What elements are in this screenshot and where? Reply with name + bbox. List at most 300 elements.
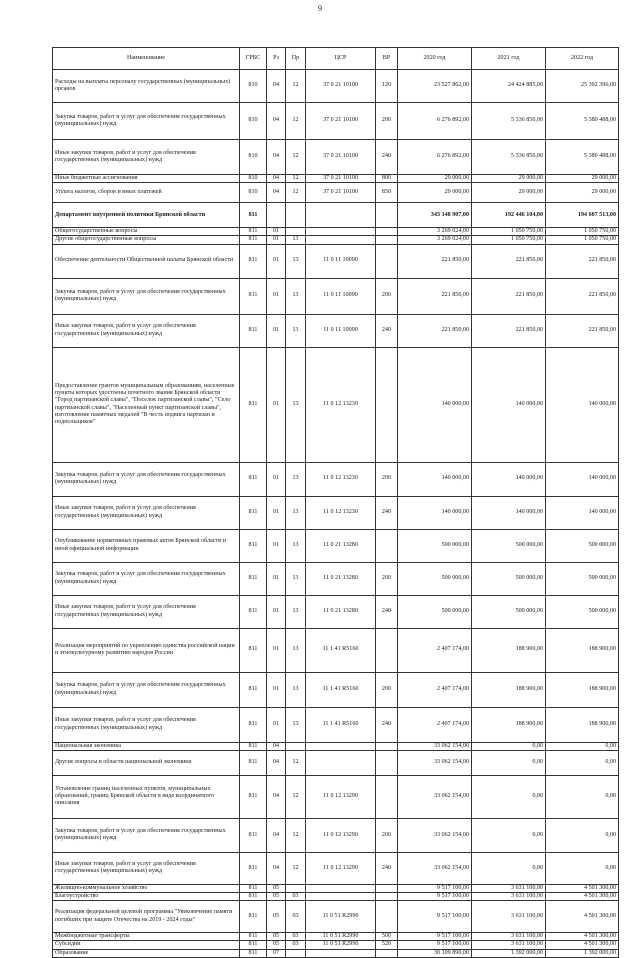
cell-2022: 188 900,00	[546, 672, 619, 707]
cell-csr: 11 0 12 13290	[306, 775, 376, 818]
cell-rz: 05	[267, 901, 286, 933]
cell-pr: 13	[286, 707, 306, 742]
cell-csr	[306, 884, 376, 892]
cell-2022: 4 501 300,00	[546, 941, 619, 949]
cell-vr: 240	[376, 496, 398, 529]
cell-grbs: 811	[240, 278, 267, 314]
cell-grbs: 811	[240, 901, 267, 933]
cell-csr	[306, 742, 376, 750]
cell-pr: 12	[286, 103, 306, 140]
cell-2021: 5 336 850,00	[472, 140, 546, 175]
table-row	[53, 595, 619, 628]
table-row	[53, 228, 619, 236]
table-row	[53, 278, 619, 314]
cell-grbs: 811	[240, 750, 267, 775]
cell-2020: 9 517 100,00	[398, 892, 472, 900]
cell-rz: 04	[267, 750, 286, 775]
cell-rz: 01	[267, 628, 286, 672]
cell-name: Закупка товаров, работ и услуг для обеспечения государственных (муниципальных) нужд	[53, 672, 240, 707]
cell-name: Межбюджетные трансферты	[53, 933, 240, 941]
cell-csr: 11 0 21 13280	[306, 562, 376, 595]
cell-vr: 850	[376, 183, 398, 203]
cell-vr: 240	[376, 707, 398, 742]
cell-grbs: 810	[240, 140, 267, 175]
cell-2020: 6 276 892,00	[398, 140, 472, 175]
table-row	[53, 933, 619, 941]
cell-csr: 37 0 21 10100	[306, 103, 376, 140]
cell-2021: 1 050 750,00	[472, 228, 546, 236]
table-row	[53, 672, 619, 707]
cell-2020: 221 850,00	[398, 244, 472, 278]
cell-2021: 5 336 850,00	[472, 103, 546, 140]
cell-2020: 29 000,00	[398, 183, 472, 203]
cell-2020: 140 000,00	[398, 347, 472, 462]
cell-vr: 240	[376, 140, 398, 175]
cell-vr	[376, 244, 398, 278]
cell-pr: 13	[286, 244, 306, 278]
cell-2020: 30 109 890,00	[398, 949, 472, 957]
cell-rz: 01	[267, 236, 286, 244]
cell-csr: 11 1 41 R5160	[306, 707, 376, 742]
cell-rz: 04	[267, 742, 286, 750]
cell-2021: 0,00	[472, 750, 546, 775]
cell-name: Иные закупки товаров, работ и услуг для обеспечения государственных (муниципальных) нужд	[53, 707, 240, 742]
cell-2021: 221 850,00	[472, 314, 546, 347]
cell-pr: 03	[286, 901, 306, 933]
cell-2020: 221 850,00	[398, 278, 472, 314]
cell-2021: 0,00	[472, 818, 546, 852]
cell-2021: 188 900,00	[472, 707, 546, 742]
cell-2021: 221 850,00	[472, 244, 546, 278]
cell-rz: 01	[267, 347, 286, 462]
cell-2020: 221 850,00	[398, 314, 472, 347]
cell-name: Закупка товаров, работ и услуг для обеспечения государственных (муниципальных) нужд	[53, 818, 240, 852]
cell-2021: 0,00	[472, 742, 546, 750]
header-2021: 2021 год	[472, 48, 546, 70]
header-rz: Рз	[267, 48, 286, 70]
cell-csr: 11 0 51 R2990	[306, 933, 376, 941]
cell-2021: 3 631 100,00	[472, 901, 546, 933]
cell-name: Закупка товаров, работ и услуг для обеспечения государственных (муниципальных) нужд	[53, 278, 240, 314]
cell-2022: 140 000,00	[546, 496, 619, 529]
cell-2021: 3 631 100,00	[472, 884, 546, 892]
cell-name: Закупка товаров, работ и услуг для обеспечения государственных (муниципальных) нужд	[53, 562, 240, 595]
cell-2020: 29 000,00	[398, 175, 472, 183]
cell-vr	[376, 901, 398, 933]
cell-2022: 4 501 300,00	[546, 892, 619, 900]
table-row	[53, 742, 619, 750]
cell-pr: 03	[286, 892, 306, 900]
cell-vr: 800	[376, 175, 398, 183]
cell-2020: 9 517 100,00	[398, 884, 472, 892]
cell-rz: 04	[267, 175, 286, 183]
cell-vr	[376, 529, 398, 562]
cell-name: Иные закупки товаров, работ и услуг для обеспечения государственных (муниципальных) нужд	[53, 496, 240, 529]
table-row	[53, 103, 619, 140]
cell-rz: 05	[267, 933, 286, 941]
cell-2022: 5 380 488,00	[546, 103, 619, 140]
cell-2022: 194 607 513,00	[546, 203, 619, 228]
cell-name: Иные бюджетные ассигнования	[53, 175, 240, 183]
cell-vr: 200	[376, 818, 398, 852]
cell-name: Субсидии	[53, 941, 240, 949]
cell-grbs: 811	[240, 244, 267, 278]
cell-vr	[376, 775, 398, 818]
cell-name: Уплата налогов, сборов и иных платежей	[53, 183, 240, 203]
cell-2022: 4 501 300,00	[546, 901, 619, 933]
cell-rz: 01	[267, 707, 286, 742]
cell-csr: 11 0 12 13230	[306, 462, 376, 496]
cell-vr	[376, 884, 398, 892]
cell-pr: 13	[286, 628, 306, 672]
header-grbs: ГРБС	[240, 48, 267, 70]
cell-2021: 500 000,00	[472, 562, 546, 595]
cell-name: Установление границ населенных пунктов, муниципальных образований, границ Брянской области в виде координатного описания	[53, 775, 240, 818]
cell-vr: 200	[376, 562, 398, 595]
cell-grbs: 811	[240, 562, 267, 595]
table-row	[53, 949, 619, 957]
cell-2020: 343 148 907,00	[398, 203, 472, 228]
cell-name: Другие вопросы в области национальной экономики	[53, 750, 240, 775]
header-csr: ЦСР	[306, 48, 376, 70]
cell-grbs: 811	[240, 203, 267, 228]
table-row	[53, 707, 619, 742]
cell-pr: 13	[286, 347, 306, 462]
cell-grbs: 811	[240, 933, 267, 941]
cell-pr: 12	[286, 183, 306, 203]
cell-2020: 33 062 154,00	[398, 742, 472, 750]
cell-pr: 13	[286, 278, 306, 314]
cell-pr: 13	[286, 236, 306, 244]
cell-2020: 140 000,00	[398, 496, 472, 529]
cell-pr: 13	[286, 314, 306, 347]
cell-2020: 2 407 174,00	[398, 628, 472, 672]
cell-2020: 33 062 154,00	[398, 775, 472, 818]
cell-csr	[306, 236, 376, 244]
cell-grbs: 811	[240, 742, 267, 750]
cell-vr	[376, 892, 398, 900]
cell-csr: 11 1 41 R5160	[306, 672, 376, 707]
cell-csr	[306, 750, 376, 775]
cell-2021: 140 000,00	[472, 496, 546, 529]
cell-2022: 500 000,00	[546, 562, 619, 595]
table-row	[53, 462, 619, 496]
cell-2021: 188 900,00	[472, 672, 546, 707]
cell-name: Обеспечение деятельности Общественной палаты Брянской области	[53, 244, 240, 278]
cell-2022: 221 850,00	[546, 278, 619, 314]
cell-pr: 13	[286, 462, 306, 496]
cell-name: Расходы на выплаты персоналу государственных (муниципальных) органов	[53, 70, 240, 103]
cell-2021: 3 631 100,00	[472, 941, 546, 949]
cell-grbs: 811	[240, 892, 267, 900]
cell-csr: 11 0 12 13230	[306, 347, 376, 462]
cell-grbs: 810	[240, 70, 267, 103]
cell-csr: 37 0 21 10100	[306, 183, 376, 203]
cell-name: Образование	[53, 949, 240, 957]
cell-vr: 240	[376, 595, 398, 628]
table-row	[53, 892, 619, 900]
cell-name: Иные закупки товаров, работ и услуг для обеспечения государственных (муниципальных) нужд	[53, 140, 240, 175]
cell-csr: 11 0 12 13290	[306, 818, 376, 852]
cell-2021: 0,00	[472, 775, 546, 818]
cell-2022: 500 000,00	[546, 595, 619, 628]
cell-vr: 240	[376, 314, 398, 347]
cell-vr	[376, 228, 398, 236]
cell-pr: 12	[286, 852, 306, 884]
cell-2020: 33 062 154,00	[398, 818, 472, 852]
cell-rz: 07	[267, 949, 286, 957]
cell-pr: 13	[286, 562, 306, 595]
cell-2022: 4 501 300,00	[546, 884, 619, 892]
cell-rz: 01	[267, 529, 286, 562]
table-row	[53, 750, 619, 775]
cell-2022: 188 900,00	[546, 707, 619, 742]
cell-vr	[376, 949, 398, 957]
header-vr: ВР	[376, 48, 398, 70]
cell-csr: 11 0 11 10090	[306, 314, 376, 347]
cell-vr: 200	[376, 672, 398, 707]
cell-2021: 29 000,00	[472, 183, 546, 203]
cell-csr: 11 0 51 R2990	[306, 901, 376, 933]
cell-2021: 24 424 885,00	[472, 70, 546, 103]
cell-2020: 2 407 174,00	[398, 707, 472, 742]
cell-rz: 01	[267, 496, 286, 529]
cell-csr: 37 0 21 10100	[306, 140, 376, 175]
cell-rz: 05	[267, 884, 286, 892]
cell-name: Благоустройство	[53, 892, 240, 900]
cell-name: Закупка товаров, работ и услуг для обеспечения государственных (муниципальных) нужд	[53, 103, 240, 140]
cell-rz: 05	[267, 941, 286, 949]
table-row	[53, 236, 619, 244]
cell-grbs: 811	[240, 672, 267, 707]
cell-grbs: 810	[240, 175, 267, 183]
cell-2021: 140 000,00	[472, 462, 546, 496]
cell-vr	[376, 628, 398, 672]
cell-2020: 9 517 100,00	[398, 901, 472, 933]
cell-2021: 29 000,00	[472, 175, 546, 183]
cell-grbs: 811	[240, 852, 267, 884]
cell-pr	[286, 884, 306, 892]
cell-2020: 140 000,00	[398, 462, 472, 496]
cell-2020: 9 517 100,00	[398, 941, 472, 949]
cell-name: Общегосударственные вопросы	[53, 228, 240, 236]
table-row	[53, 818, 619, 852]
page-number: 9	[318, 4, 322, 13]
cell-csr: 11 0 12 13230	[306, 496, 376, 529]
cell-name: Национальная экономика	[53, 742, 240, 750]
cell-csr: 11 0 12 13290	[306, 852, 376, 884]
cell-csr: 11 0 21 13280	[306, 529, 376, 562]
cell-rz: 04	[267, 103, 286, 140]
cell-2022: 500 000,00	[546, 529, 619, 562]
cell-vr: 520	[376, 941, 398, 949]
cell-rz: 01	[267, 228, 286, 236]
cell-csr	[306, 228, 376, 236]
cell-rz: 01	[267, 672, 286, 707]
table-row	[53, 852, 619, 884]
cell-grbs: 811	[240, 236, 267, 244]
cell-rz: 01	[267, 462, 286, 496]
cell-grbs: 811	[240, 884, 267, 892]
cell-2022: 0,00	[546, 818, 619, 852]
cell-2020: 3 269 024,00	[398, 236, 472, 244]
table-row	[53, 244, 619, 278]
cell-name: Закупка товаров, работ и услуг для обеспечения государственных (муниципальных) нужд	[53, 462, 240, 496]
cell-grbs: 810	[240, 183, 267, 203]
cell-2021: 500 000,00	[472, 595, 546, 628]
cell-2020: 33 062 154,00	[398, 750, 472, 775]
cell-pr	[286, 203, 306, 228]
cell-2022: 221 850,00	[546, 314, 619, 347]
cell-grbs: 811	[240, 228, 267, 236]
table-row	[53, 529, 619, 562]
cell-pr: 13	[286, 595, 306, 628]
cell-2022: 140 000,00	[546, 347, 619, 462]
table-row	[53, 628, 619, 672]
cell-grbs: 811	[240, 707, 267, 742]
cell-rz: 04	[267, 183, 286, 203]
cell-pr: 12	[286, 140, 306, 175]
cell-name: Реализация федеральной целевой программы "Увековечение памяти погибших при защите Отечества на 2019 - 2024 годы"	[53, 901, 240, 933]
cell-2020: 500 000,00	[398, 529, 472, 562]
cell-rz: 04	[267, 70, 286, 103]
cell-rz: 01	[267, 244, 286, 278]
table-row	[53, 183, 619, 203]
cell-2021: 500 000,00	[472, 529, 546, 562]
cell-vr: 200	[376, 278, 398, 314]
cell-2021: 0,00	[472, 852, 546, 884]
cell-rz: 05	[267, 892, 286, 900]
cell-grbs: 811	[240, 347, 267, 462]
table-row	[53, 347, 619, 462]
budget-table	[52, 47, 619, 958]
cell-rz: 01	[267, 562, 286, 595]
cell-rz: 04	[267, 775, 286, 818]
cell-2022: 0,00	[546, 742, 619, 750]
cell-pr: 03	[286, 933, 306, 941]
cell-vr	[376, 203, 398, 228]
cell-vr: 200	[376, 103, 398, 140]
cell-2022: 29 000,00	[546, 183, 619, 203]
cell-2021: 221 850,00	[472, 278, 546, 314]
table-row	[53, 884, 619, 892]
cell-vr	[376, 742, 398, 750]
cell-name: Иные закупки товаров, работ и услуг для обеспечения государственных (муниципальных) нужд	[53, 852, 240, 884]
cell-pr: 13	[286, 529, 306, 562]
cell-name: Департамент внутренней политики Брянской области	[53, 203, 240, 228]
cell-csr: 11 0 11 10090	[306, 244, 376, 278]
cell-csr: 11 0 11 10090	[306, 278, 376, 314]
cell-2022: 1 050 750,00	[546, 228, 619, 236]
cell-pr: 03	[286, 941, 306, 949]
cell-vr: 240	[376, 852, 398, 884]
cell-csr: 37 0 21 10100	[306, 175, 376, 183]
cell-2020: 33 062 154,00	[398, 852, 472, 884]
table-row	[53, 941, 619, 949]
cell-name: Опубликование нормативных правовых актов Брянской области и иной официальной информации	[53, 529, 240, 562]
cell-name: Реализация мероприятий по укреплению единства российской нации и этнокультурному развитию народов России	[53, 628, 240, 672]
cell-csr	[306, 949, 376, 957]
cell-2022: 0,00	[546, 852, 619, 884]
cell-2021: 140 000,00	[472, 347, 546, 462]
cell-2020: 500 000,00	[398, 595, 472, 628]
cell-2022: 5 380 488,00	[546, 140, 619, 175]
cell-pr: 13	[286, 496, 306, 529]
table-row	[53, 175, 619, 183]
cell-name: Иные закупки товаров, работ и услуг для обеспечения государственных (муниципальных) нужд	[53, 595, 240, 628]
cell-2022: 1 050 750,00	[546, 236, 619, 244]
cell-name: Иные закупки товаров, работ и услуг для обеспечения государственных (муниципальных) нужд	[53, 314, 240, 347]
cell-pr	[286, 742, 306, 750]
cell-grbs: 811	[240, 462, 267, 496]
cell-csr: 11 0 21 13280	[306, 595, 376, 628]
cell-csr: 11 1 41 R5160	[306, 628, 376, 672]
cell-rz: 01	[267, 314, 286, 347]
cell-2021: 192 446 104,00	[472, 203, 546, 228]
header-2022: 2022 год	[546, 48, 619, 70]
cell-grbs: 811	[240, 314, 267, 347]
cell-pr: 13	[286, 672, 306, 707]
cell-name: Жилищно-коммунальное хозяйство	[53, 884, 240, 892]
header-name: Наименование	[53, 48, 240, 70]
cell-pr: 12	[286, 750, 306, 775]
cell-pr: 12	[286, 775, 306, 818]
cell-rz: 04	[267, 818, 286, 852]
cell-2022: 140 000,00	[546, 462, 619, 496]
cell-grbs: 811	[240, 496, 267, 529]
table-row	[53, 775, 619, 818]
cell-2021: 3 631 100,00	[472, 933, 546, 941]
table-row	[53, 314, 619, 347]
cell-2021: 3 631 100,00	[472, 892, 546, 900]
cell-grbs: 810	[240, 103, 267, 140]
cell-csr	[306, 892, 376, 900]
cell-2020: 23 527 862,00	[398, 70, 472, 103]
cell-2020: 500 000,00	[398, 562, 472, 595]
cell-2022: 221 850,00	[546, 244, 619, 278]
cell-2021: 1 392 000,00	[472, 949, 546, 957]
cell-csr: 37 0 21 10100	[306, 70, 376, 103]
table-row	[53, 901, 619, 933]
cell-grbs: 811	[240, 949, 267, 957]
table-row	[53, 140, 619, 175]
cell-vr	[376, 750, 398, 775]
cell-2022: 0,00	[546, 775, 619, 818]
table-row	[53, 70, 619, 103]
cell-grbs: 811	[240, 595, 267, 628]
cell-rz: 04	[267, 852, 286, 884]
table-row	[53, 496, 619, 529]
table-row	[53, 562, 619, 595]
cell-pr: 12	[286, 175, 306, 183]
cell-pr: 12	[286, 818, 306, 852]
cell-rz	[267, 203, 286, 228]
cell-2020: 2 407 174,00	[398, 672, 472, 707]
cell-2020: 6 276 892,00	[398, 103, 472, 140]
cell-vr: 120	[376, 70, 398, 103]
cell-csr	[306, 203, 376, 228]
cell-2022: 25 392 396,00	[546, 70, 619, 103]
cell-2020: 3 269 024,00	[398, 228, 472, 236]
cell-grbs: 811	[240, 628, 267, 672]
cell-grbs: 811	[240, 775, 267, 818]
cell-2020: 9 517 100,00	[398, 933, 472, 941]
cell-name: Предоставление грантов муниципальным образованиям, населенные пункты которых удостоены почетного звания Брянской области "Город партизанской славы", "Поселок партизанской славы", "Село партизанской славы", "Населенный пункт партизанской славы", изготовление памятных медалей "В честь подвига партизан и подпольщиков"	[53, 347, 240, 462]
cell-2022: 188 900,00	[546, 628, 619, 672]
cell-2021: 188 900,00	[472, 628, 546, 672]
cell-grbs: 811	[240, 818, 267, 852]
cell-pr: 12	[286, 70, 306, 103]
